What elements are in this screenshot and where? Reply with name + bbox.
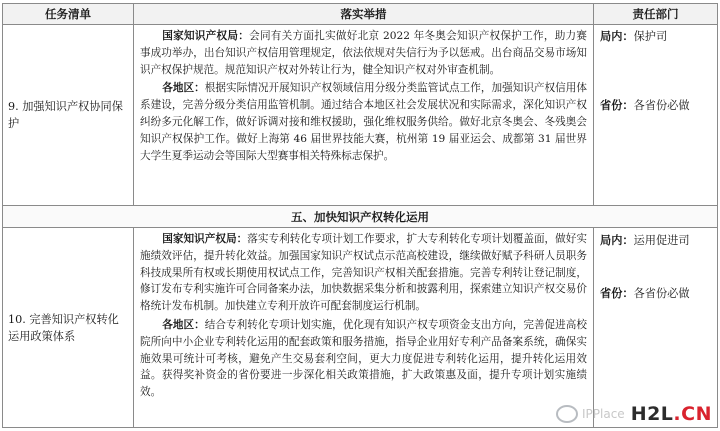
measure-actor: 国家知识产权局： — [162, 233, 248, 245]
measure-text: 结合专利转化专项计划实施，优化现有知识产权专项资金支出方向，完善促进高校院所向中小企业专利转化运用的配套政策和服务措施，指导企业用好专利产品备案系统，确保实施效果可统计可考核，避免产生交易套利空间，更大力度促进专利转化运用，提升转化运用效益。获得奖补资金的省份要进一步深化相关政策措施，扩大政策惠及面，提升专项计划实施绩效。 — [140, 318, 588, 399]
measures-cell — [134, 228, 594, 428]
measure-actor: 国家知识产权局： — [162, 30, 250, 42]
watermark — [556, 403, 712, 425]
watermark-logo-text: H2L.CN — [630, 403, 712, 425]
section-row — [3, 206, 718, 228]
responsible-line: 省份：各省份必做 — [600, 287, 690, 300]
measures-cell — [134, 25, 594, 206]
measure-text: 根据实际情况开展知识产权领域信用分级分类监管试点工作，加强知识产权信用体系建设，完善分级分类信用监管机制。通过结合本地区社会发展状况和实际需求，深化知识产权纠纷多元化解工作，做好诉调对接和维权援助，强化维权服务供给。做好北京冬奥会、冬残奥会知识产权保护工作。做好上海第 46 届世界技能大赛，杭州第 19 届亚运会、成都第 31 届世界大学生夏季运动会等国际大型赛事相关特殊标志保护。 — [140, 82, 588, 162]
task-cell: 9. 加强知识产权协同保护 — [3, 25, 134, 206]
table-header-row — [3, 4, 718, 25]
policy-table — [2, 3, 718, 428]
table-row — [3, 228, 718, 428]
measure-actor: 各地区： — [162, 318, 205, 331]
header-task: 任务清单 — [3, 4, 134, 25]
header-measures: 落实举措 — [134, 4, 594, 25]
task-cell: 10. 完善知识产权转化运用政策体系 — [3, 228, 134, 428]
responsible-line: 局内：保护司 — [600, 30, 668, 43]
measure-actor: 各地区： — [162, 82, 205, 95]
responsible-cell — [594, 228, 718, 428]
measure-paragraph — [140, 231, 587, 315]
responsible-cell — [594, 25, 718, 206]
wechat-logo-icon — [556, 405, 578, 423]
measure-text: 会同有关方面扎实做好北京 2022 年冬奥会知识产权保护工作，助力赛事成功举办，出台知识产权信用管理规定，依法依规对失信行为予以惩戒。出台商品交易市场知识产权保护规范。规范知识产权对外转让行为，健全知识产权对外审查机制。 — [140, 30, 587, 76]
responsible-line: 省份：各省份必做 — [600, 99, 690, 112]
table-row — [3, 25, 718, 206]
measure-paragraph — [140, 28, 587, 78]
watermark-faint-text: IPPlace — [582, 407, 625, 421]
header-responsible: 责任部门 — [594, 4, 718, 25]
responsible-line: 局内：运用促进司 — [600, 234, 690, 247]
measure-text: 落实专利转化专项计划工作要求，扩大专利转化专项计划覆盖面，做好实施绩效评估，提升转化效益。加强国家知识产权试点示范高校建设，继续做好赋予科研人员职务科技成果所有权或长期使用权试点工作，完善知识产权相关配套措施。完善专利转让登记制度，修订发布专利实施许可合同备案办法，加快数据采集分析和披露利用，探索建立知识产权交易价格统计发布机制。加快建立专利开放许可配套制度运行机制。 — [140, 233, 588, 313]
measure-paragraph — [140, 80, 587, 164]
section-title: 五、加快知识产权转化运用 — [3, 206, 718, 228]
measure-paragraph — [140, 317, 587, 401]
